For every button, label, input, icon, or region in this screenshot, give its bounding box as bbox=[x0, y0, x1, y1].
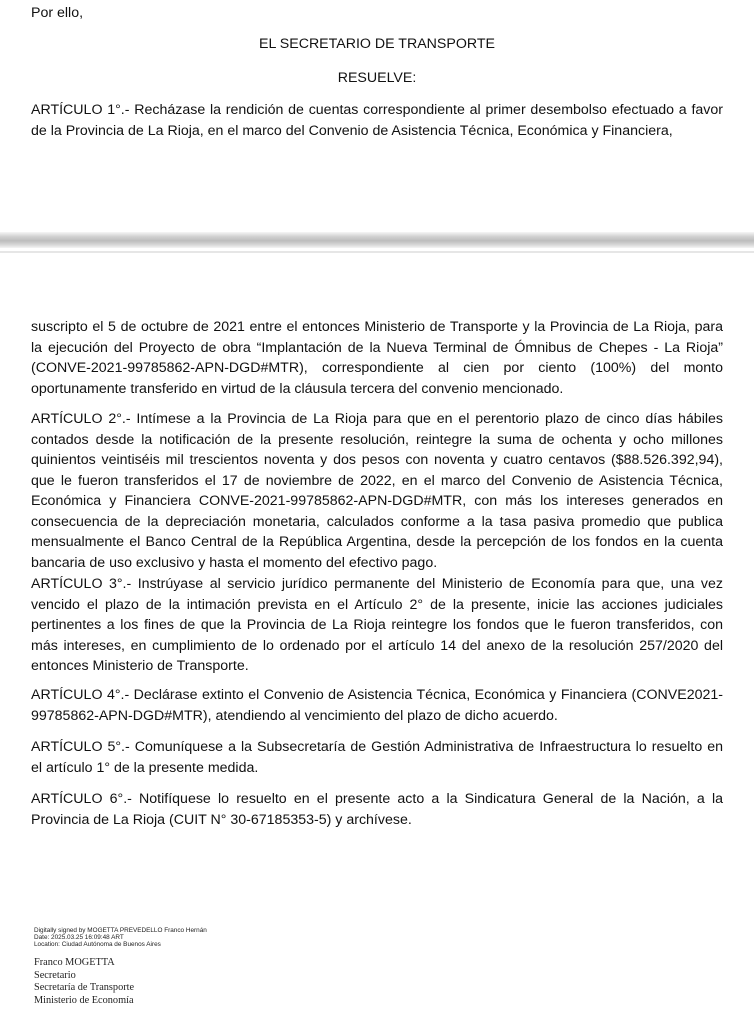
digital-signature-date: Date: 2025.03.25 16:09:48 ART bbox=[34, 933, 124, 941]
signatory-block bbox=[34, 957, 334, 1007]
article-1-part-1: ARTÍCULO 1°.- Recházase la rendición de cuentas correspondiente al primer desembolso efectuado a favor de la Provincia de La Rioja, en el marco del Convenio de Asistencia Técnica, Económica y Financiera, bbox=[31, 102, 723, 139]
digital-signature-signer: Digitally signed by MOGETTA PREVEDELLO Franco Hernán bbox=[34, 927, 207, 934]
signatory-name: Franco MOGETTA bbox=[34, 957, 115, 968]
digital-signature-block bbox=[34, 928, 334, 949]
signatory-office: Secretaría de Transporte bbox=[34, 982, 135, 994]
resolves-heading: RESUELVE: bbox=[337, 70, 417, 86]
intro-text: Por ello, bbox=[31, 5, 84, 21]
page-break-divider bbox=[0, 232, 754, 248]
article-2: ARTÍCULO 2°.- Intímese a la Provincia de La Rioja para que en el perentorio plazo de cinco días hábiles contados desde la notificación de la presente resolución, reintegre la suma de ochenta y ocho millones quinientos veintiséis mil trescientos noventa y dos pesos con noventa y cuatro centavos ($88.526.392,94), que le fueron transferidos el 17 de noviembre de 2022, en el marco del Convenio de Asistencia Técnica, Económica y Financiera CONVE-2021-99785862-APN-DGD#MTR, con más los intereses generados en consecuencia de la depreciación monetaria, calculados conforme a la tasa pasiva promedio que publica mensualmente el Banco Central de la República Argentina, desde la percepción de los fondos en la cuenta bancaria de uso exclusivo y hasta el momento del efectivo pago. bbox=[31, 411, 723, 571]
article-3: ARTÍCULO 3°.- Instrúyase al servicio jurídico permanente del Ministerio de Economía para que, una vez vencido el plazo de la intimación prevista en el Artículo 2° de la presente, inicie las acciones judiciales pertinentes a los fines de que la Provincia de La Rioja reintegre los fondos que le fueron transferidos, con más intereses, en cumplimiento de lo ordenado por el artículo 14 del anexo de la resolución 257/2020 del entonces Ministerio de Transporte. bbox=[31, 576, 723, 674]
signatory-role: Secretario bbox=[34, 969, 76, 981]
article-1-part-2: suscripto el 5 de octubre de 2021 entre el entonces Ministerio de Transporte y la Provincia de La Rioja, para la ejecución del Proyecto de obra “Implantación de la Nueva Terminal de Ómnibus de Chepes - La Rioja” (CONVE-2021-99785862-APN-DGD#MTR), correspondiente al cien por ciento (100%) del monto oportunamente transferido en virtud de la cláusula tercera del convenio mencionado. bbox=[31, 319, 723, 397]
article-4: ARTÍCULO 4°.- Declárase extinto el Convenio de Asistencia Técnica, Económica y Financiera (CONVE2021-99785862-APN-DGD#MTR), atendiendo al vencimiento del plazo de dicho acuerdo. bbox=[31, 687, 723, 724]
page-break-line bbox=[0, 251, 754, 253]
authority-heading: EL SECRETARIO DE TRANSPORTE bbox=[259, 36, 495, 52]
article-5: ARTÍCULO 5°.- Comuníquese a la Subsecretaría de Gestión Administrativa de Infraestructura lo resuelto en el artículo 1° de la presente medida. bbox=[31, 739, 723, 776]
article-6: ARTÍCULO 6°.- Notifíquese lo resuelto en el presente acto a la Sindicatura General de la Nación, a la Provincia de La Rioja (CUIT N° 30-67185353-5) y archívese. bbox=[31, 791, 723, 828]
signatory-ministry: Ministerio de Economía bbox=[34, 994, 134, 1006]
digital-signature-location: Location: Ciudad Autónoma de Buenos Aires bbox=[34, 940, 161, 948]
